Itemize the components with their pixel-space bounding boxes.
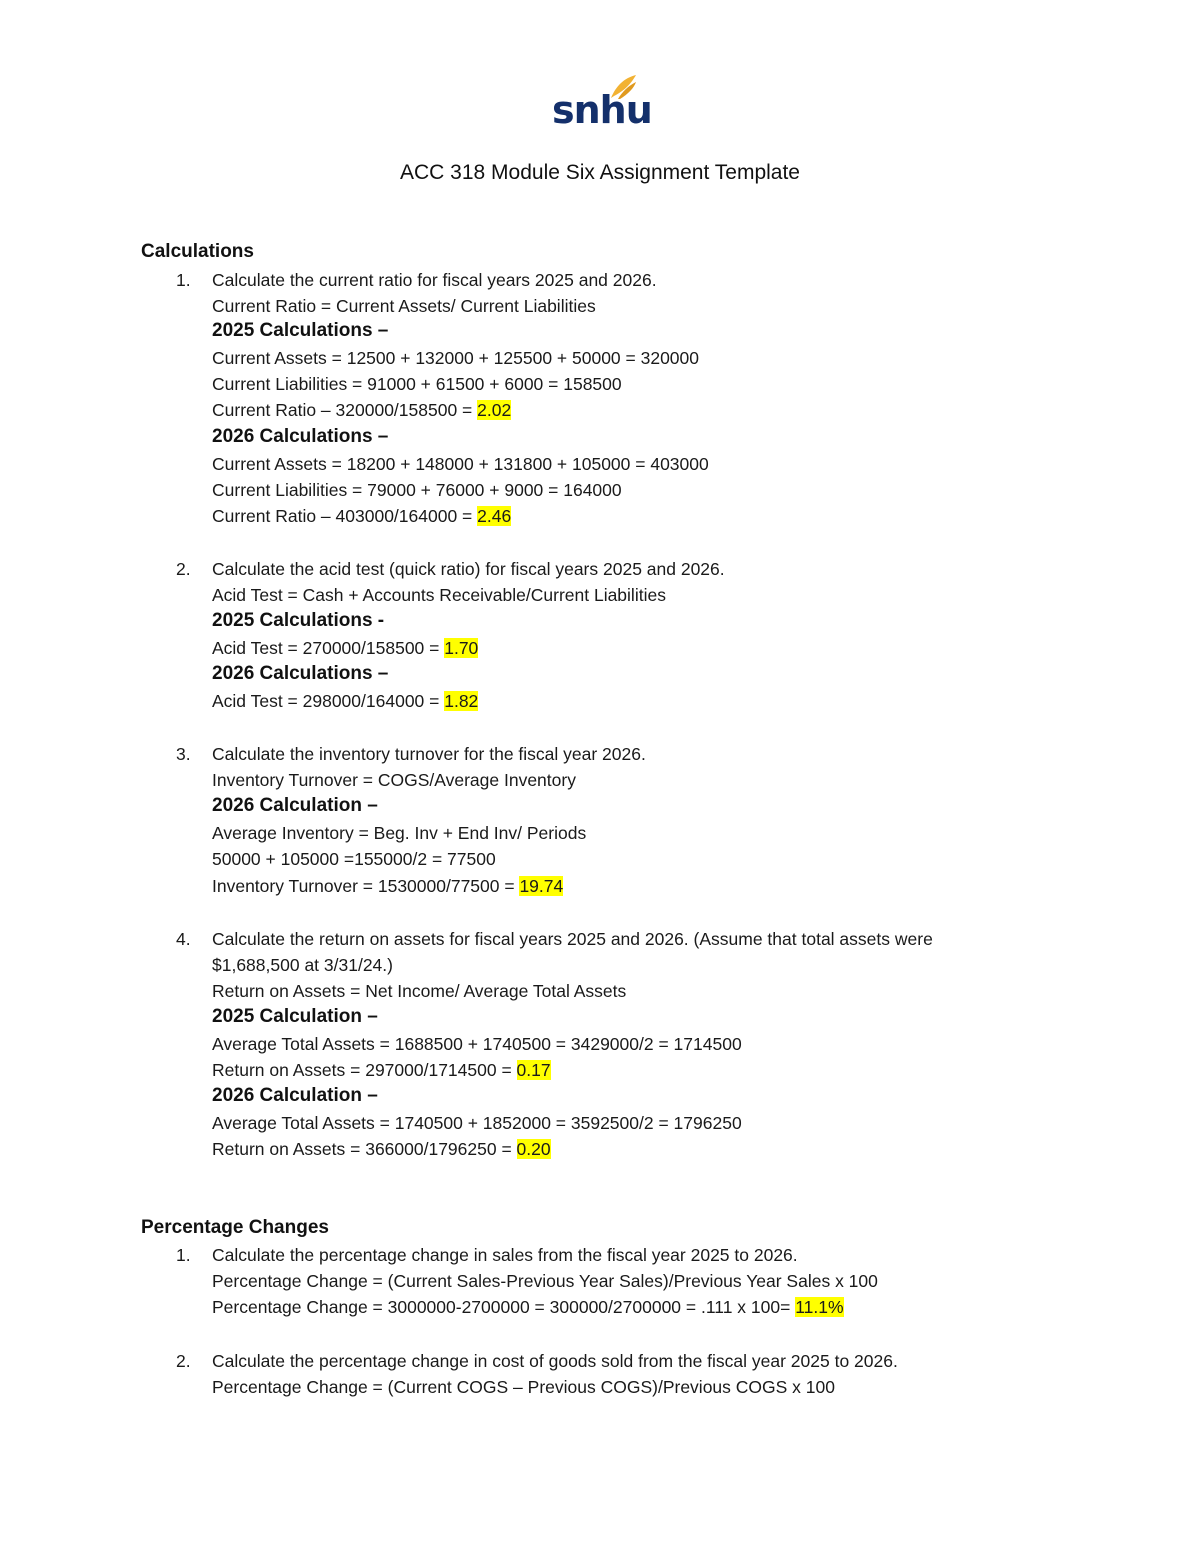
result-line <box>212 504 511 528</box>
question-prompt: Calculate the percentage change in cost of goods sold from the fiscal year 2025 to 2026. <box>212 1351 898 1371</box>
question-prompt-continued: $1,688,500 at 3/31/24.) <box>212 955 393 975</box>
highlighted-result: 2.46 <box>477 506 512 526</box>
list-number: 4. <box>176 929 191 949</box>
formula-line: Percentage Change = (Current COGS – Previous COGS)/Previous COGS x 100 <box>212 1377 835 1397</box>
result-line <box>212 398 511 422</box>
formula-line: Current Ratio = Current Assets/ Current Liabilities <box>212 296 596 316</box>
result-line <box>212 1137 551 1161</box>
result-line <box>212 1058 551 1082</box>
result-line <box>212 689 478 713</box>
calc-line: Current Liabilities = 91000 + 61500 + 6000 = 158500 <box>212 374 622 394</box>
subheading-2026: 2026 Calculations – <box>212 426 389 447</box>
question-prompt: Calculate the return on assets for fiscal years 2025 and 2026. (Assume that total assets were <box>212 929 933 949</box>
subheading-2025: 2025 Calculations - <box>212 610 385 631</box>
highlighted-result: 19.74 <box>519 876 564 896</box>
question-prompt: Calculate the acid test (quick ratio) for fiscal years 2025 and 2026. <box>212 559 725 579</box>
result-prefix: Inventory Turnover = 1530000/77500 = <box>212 876 520 896</box>
subheading-2026: 2026 Calculation – <box>212 795 378 816</box>
list-number: 1. <box>176 270 191 290</box>
snhu-logo <box>552 74 652 134</box>
subheading-2025: 2025 Calculations – <box>212 320 389 341</box>
highlighted-result: 2.02 <box>477 400 512 420</box>
subheading-2026: 2026 Calculation – <box>212 1085 378 1106</box>
highlighted-result: 1.70 <box>444 638 479 658</box>
result-prefix: Acid Test = 270000/158500 = <box>212 638 445 658</box>
section-heading-calculations: Calculations <box>141 241 254 262</box>
result-line <box>212 1295 844 1319</box>
calc-line: Current Assets = 12500 + 132000 + 125500 + 50000 = 320000 <box>212 348 700 368</box>
calc-line: Current Liabilities = 79000 + 76000 + 9000 = 164000 <box>212 480 622 500</box>
result-prefix: Return on Assets = 366000/1796250 = <box>212 1139 517 1159</box>
logo-wordmark: snhu <box>552 88 652 132</box>
question-prompt: Calculate the inventory turnover for the fiscal year 2026. <box>212 744 646 764</box>
calc-line: Current Assets = 18200 + 148000 + 131800 + 105000 = 403000 <box>212 454 709 474</box>
result-prefix: Current Ratio – 320000/158500 = <box>212 400 478 420</box>
list-number: 3. <box>176 744 191 764</box>
result-line <box>212 636 478 660</box>
formula-line: Return on Assets = Net Income/ Average Total Assets <box>212 981 627 1001</box>
calc-line: Average Inventory = Beg. Inv + End Inv/ Periods <box>212 823 587 843</box>
subheading-2026: 2026 Calculations – <box>212 663 389 684</box>
result-prefix: Percentage Change = 3000000-2700000 = 300000/2700000 = .111 x 100= <box>212 1297 796 1317</box>
result-prefix: Acid Test = 298000/164000 = <box>212 691 445 711</box>
calc-line: Average Total Assets = 1688500 + 1740500 = 3429000/2 = 1714500 <box>212 1034 742 1054</box>
formula-line: Inventory Turnover = COGS/Average Inventory <box>212 770 576 790</box>
highlighted-result: 0.20 <box>516 1139 551 1159</box>
highlighted-result: 1.82 <box>444 691 479 711</box>
list-number: 2. <box>176 559 191 579</box>
calc-line: 50000 + 105000 =155000/2 = 77500 <box>212 849 496 869</box>
formula-line: Percentage Change = (Current Sales-Previous Year Sales)/Previous Year Sales x 100 <box>212 1271 878 1291</box>
result-prefix: Current Ratio – 403000/164000 = <box>212 506 478 526</box>
section-heading-percentage-changes: Percentage Changes <box>141 1217 329 1238</box>
result-line <box>212 874 563 898</box>
list-number: 1. <box>176 1245 191 1265</box>
question-prompt: Calculate the percentage change in sales from the fiscal year 2025 to 2026. <box>212 1245 798 1265</box>
highlighted-result: 11.1% <box>795 1297 844 1317</box>
highlighted-result: 0.17 <box>516 1060 551 1080</box>
list-number: 2. <box>176 1351 191 1371</box>
document-title: ACC 318 Module Six Assignment Template <box>400 161 800 184</box>
formula-line: Acid Test = Cash + Accounts Receivable/Current Liabilities <box>212 585 666 605</box>
result-prefix: Return on Assets = 297000/1714500 = <box>212 1060 517 1080</box>
calc-line: Average Total Assets = 1740500 + 1852000 = 3592500/2 = 1796250 <box>212 1113 742 1133</box>
question-prompt: Calculate the current ratio for fiscal years 2025 and 2026. <box>212 270 657 290</box>
subheading-2025: 2025 Calculation – <box>212 1006 378 1027</box>
